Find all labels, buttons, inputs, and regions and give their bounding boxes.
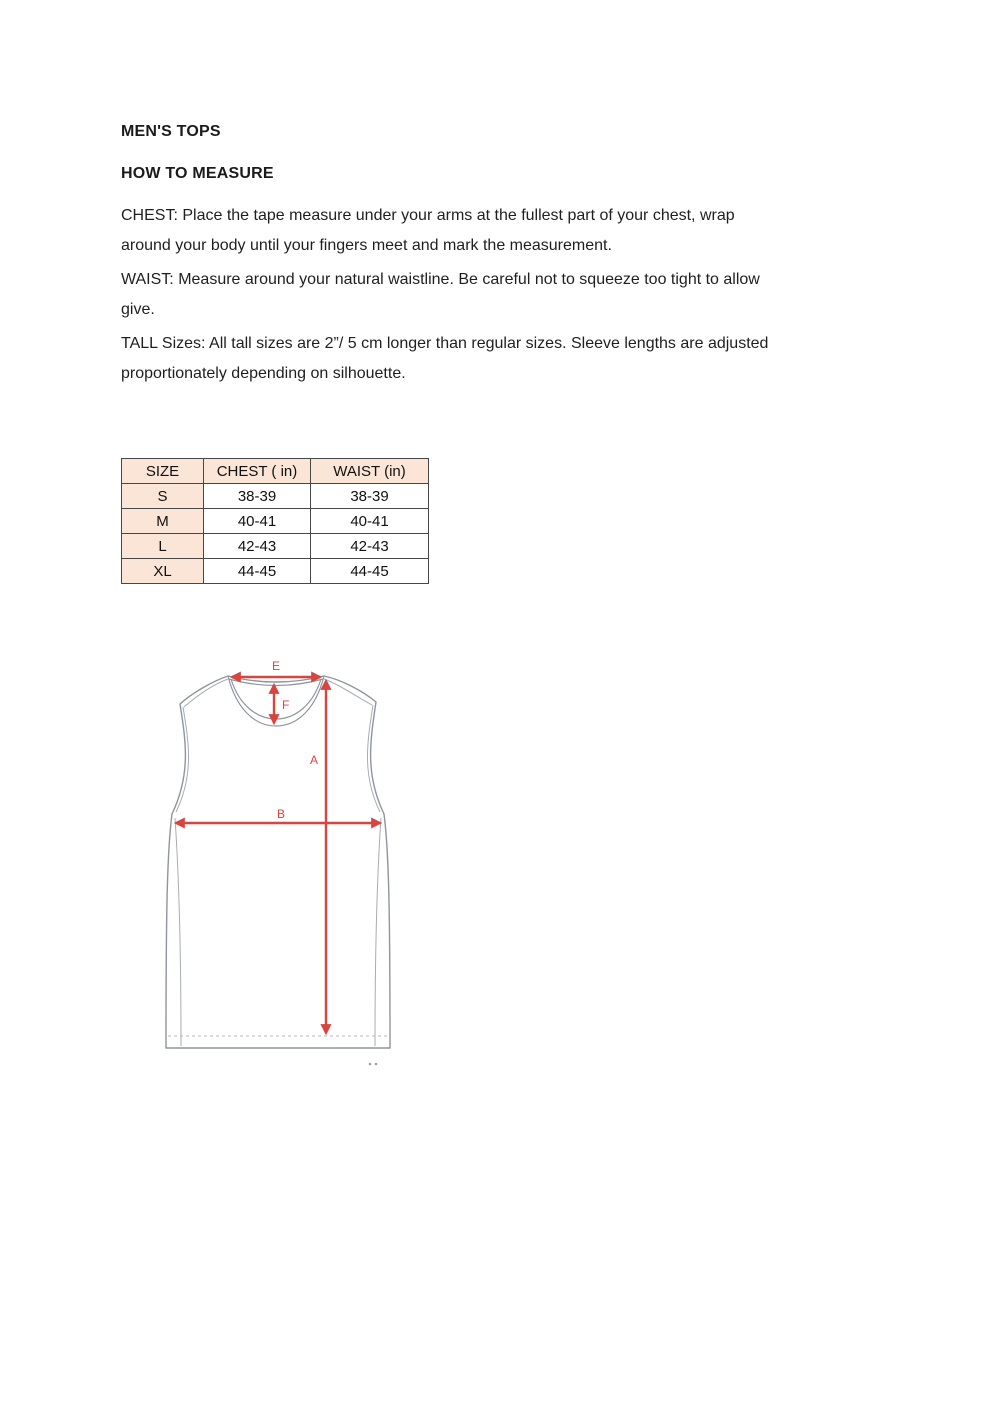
paragraph-waist [121, 265, 911, 325]
chest-cell: 44-45 [204, 559, 311, 584]
page-title: MEN'S TOPS [121, 123, 221, 140]
paragraph-tall-sizes [121, 329, 911, 389]
size-cell: M [122, 509, 204, 534]
table-row-m [122, 509, 429, 534]
tank-top-outline [166, 676, 390, 1048]
size-chart-table [121, 458, 429, 584]
measurement-diagram [158, 646, 398, 1071]
chest-cell: 42-43 [204, 534, 311, 559]
table-row-l [122, 534, 429, 559]
waist-cell: 40-41 [311, 509, 429, 534]
paragraph-chest [121, 201, 911, 261]
paragraph-chest-line-1: CHEST: Place the tape measure under your arms at the fullest part of your chest, wrap [121, 207, 735, 224]
header-size: SIZE [122, 459, 204, 484]
waist-cell: 42-43 [311, 534, 429, 559]
section-heading-how-to-measure: HOW TO MEASURE [121, 165, 274, 182]
paragraph-waist-line-1: WAIST: Measure around your natural waistline. Be careful not to squeeze too tight to allow [121, 271, 760, 288]
paragraph-tall-line-2: proportionately depending on silhouette. [121, 365, 406, 382]
paragraph-waist-line-2: give. [121, 301, 155, 318]
artifact-dot [375, 1063, 378, 1066]
chest-cell: 40-41 [204, 509, 311, 534]
size-chart-header-row [122, 459, 429, 484]
waist-cell: 44-45 [311, 559, 429, 584]
artifact-dot [369, 1063, 372, 1066]
paragraph-chest-line-2: around your body until your fingers meet and mark the measurement. [121, 237, 612, 254]
size-cell: L [122, 534, 204, 559]
chest-cell: 38-39 [204, 484, 311, 509]
label-body-length-A: A [309, 753, 319, 767]
size-cell: S [122, 484, 204, 509]
label-chest-width-B: B [276, 807, 286, 821]
table-row-xl [122, 559, 429, 584]
label-neck-drop-F: F [282, 698, 290, 712]
header-chest: CHEST ( in) [204, 459, 311, 484]
size-cell: XL [122, 559, 204, 584]
table-row-s [122, 484, 429, 509]
header-waist: WAIST (in) [311, 459, 429, 484]
paragraph-tall-line-1: TALL Sizes: All tall sizes are 2”/ 5 cm longer than regular sizes. Sleeve lengths are adjusted [121, 335, 769, 352]
waist-cell: 38-39 [311, 484, 429, 509]
label-neck-width-E: E [271, 659, 281, 673]
